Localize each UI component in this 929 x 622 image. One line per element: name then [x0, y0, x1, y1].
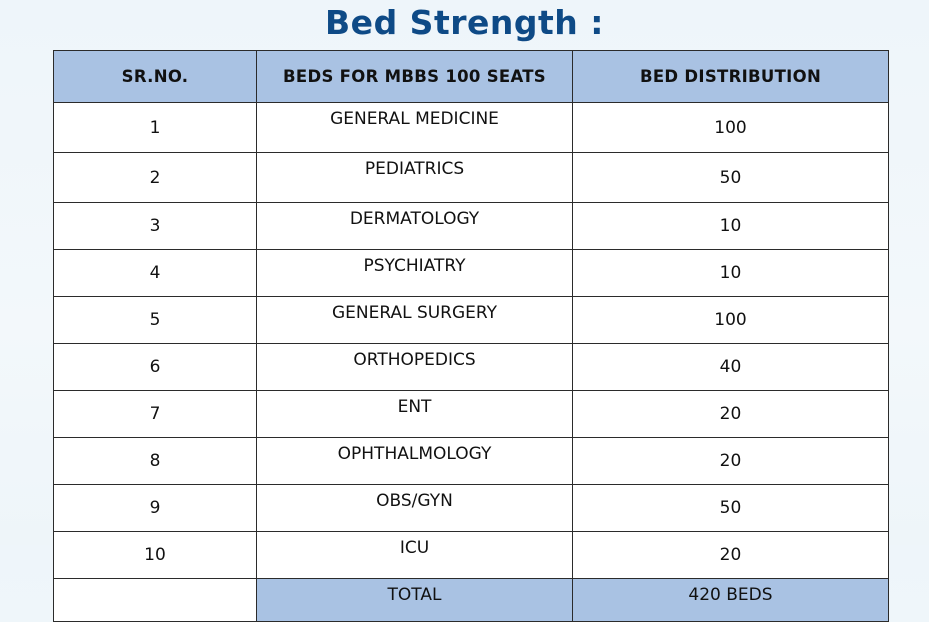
beds-cell: 50: [573, 485, 889, 532]
header-department: BEDS FOR MBBS 100 SEATS: [257, 51, 573, 103]
total-value: 420 BEDS: [573, 579, 889, 622]
beds-cell: 100: [573, 103, 889, 153]
beds-cell: 20: [573, 532, 889, 579]
beds-cell: 20: [573, 438, 889, 485]
table-row: [54, 203, 889, 250]
table-row: [54, 438, 889, 485]
beds-cell: 50: [573, 153, 889, 203]
table-row: [54, 103, 889, 153]
department-cell: OPHTHALMOLOGY: [257, 438, 573, 485]
total-row: [54, 579, 889, 622]
table-row: [54, 250, 889, 297]
total-label: TOTAL: [257, 579, 573, 622]
sr-no-cell: 3: [54, 203, 257, 250]
department-cell: PSYCHIATRY: [257, 250, 573, 297]
page-title: Bed Strength :: [325, 3, 604, 42]
total-empty-cell: [54, 579, 257, 622]
table-row: [54, 297, 889, 344]
sr-no-cell: 5: [54, 297, 257, 344]
department-cell: OBS/GYN: [257, 485, 573, 532]
beds-cell: 20: [573, 391, 889, 438]
header-sr-no: SR.NO.: [54, 51, 257, 103]
beds-cell: 10: [573, 203, 889, 250]
sr-no-cell: 2: [54, 153, 257, 203]
sr-no-cell: 9: [54, 485, 257, 532]
department-cell: PEDIATRICS: [257, 153, 573, 203]
beds-cell: 40: [573, 344, 889, 391]
table-row: [54, 344, 889, 391]
department-cell: ICU: [257, 532, 573, 579]
sr-no-cell: 6: [54, 344, 257, 391]
table-row: [54, 391, 889, 438]
beds-cell: 100: [573, 297, 889, 344]
department-cell: GENERAL SURGERY: [257, 297, 573, 344]
department-cell: ORTHOPEDICS: [257, 344, 573, 391]
sr-no-cell: 8: [54, 438, 257, 485]
department-cell: ENT: [257, 391, 573, 438]
table-header-row: [54, 51, 889, 103]
header-bed-distribution: BED DISTRIBUTION: [573, 51, 889, 103]
beds-cell: 10: [573, 250, 889, 297]
department-cell: GENERAL MEDICINE: [257, 103, 573, 153]
sr-no-cell: 7: [54, 391, 257, 438]
bed-strength-table: [53, 50, 889, 622]
sr-no-cell: 4: [54, 250, 257, 297]
department-cell: DERMATOLOGY: [257, 203, 573, 250]
table-row: [54, 532, 889, 579]
table-row: [54, 485, 889, 532]
table-row: [54, 153, 889, 203]
sr-no-cell: 10: [54, 532, 257, 579]
sr-no-cell: 1: [54, 103, 257, 153]
